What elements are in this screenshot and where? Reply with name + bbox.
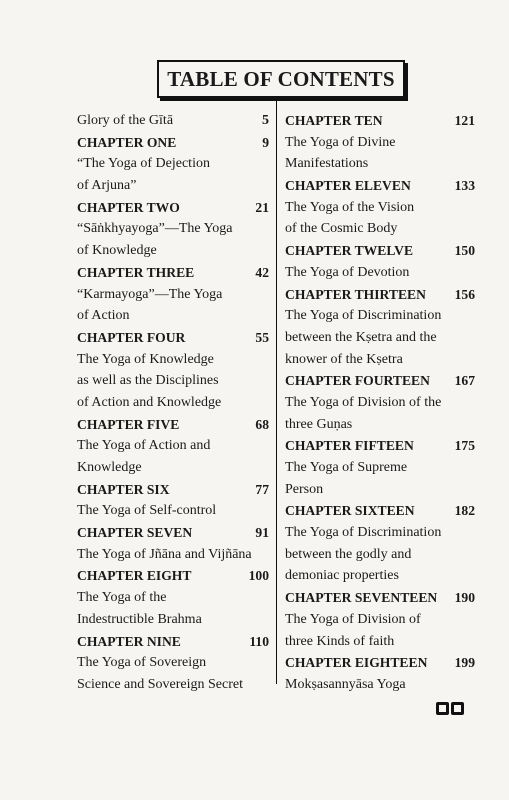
toc-page-number: 199	[454, 655, 475, 671]
toc-description-line	[285, 197, 475, 219]
toc-description-line	[285, 218, 475, 240]
toc-chapter-entry	[77, 479, 269, 501]
toc-page-number: 9	[262, 134, 269, 150]
toc-description-line	[77, 652, 269, 674]
toc-chapter-entry	[285, 500, 475, 522]
end-ornament-icon	[436, 702, 464, 715]
toc-page-number: 175	[454, 438, 475, 454]
toc-entry-text: knower of the Kṣetra	[285, 351, 403, 367]
toc-entry-text: “The Yoga of Dejection	[77, 156, 210, 172]
toc-description-line	[77, 218, 269, 240]
toc-entry-text: Knowledge	[77, 460, 142, 475]
toc-entry-text: CHAPTER SEVENTEEN	[285, 590, 438, 606]
toc-entry-text: CHAPTER TWO	[77, 199, 180, 215]
toc-chapter-entry	[77, 327, 269, 349]
toc-chapter-entry	[77, 522, 269, 544]
toc-description-line	[77, 435, 269, 457]
toc-entry-text: The Yoga of the	[77, 590, 167, 606]
toc-entry-text: “Karmayoga”—The Yoga	[77, 286, 223, 302]
toc-entry-text: “Sāṅkhyayoga”—The Yoga	[77, 221, 233, 237]
toc-description-line	[77, 544, 269, 566]
toc-entry-text: The Yoga of Discrimination	[285, 308, 442, 324]
toc-entry-text: CHAPTER FOUR	[77, 329, 186, 345]
toc-entry-text: CHAPTER SIXTEEN	[285, 503, 415, 519]
toc-entry-text: CHAPTER EIGHT	[77, 568, 192, 584]
toc-chapter-entry	[77, 132, 269, 154]
toc-page-number: 55	[255, 329, 269, 345]
toc-entry-text: Glory of the Gītā	[77, 113, 174, 128]
toc-page-number: 77	[255, 481, 269, 497]
toc-chapter-entry	[285, 370, 475, 392]
column-divider	[276, 99, 277, 684]
toc-description-line	[77, 349, 269, 371]
toc-chapter-entry	[285, 435, 475, 457]
toc-description-line	[285, 674, 475, 696]
toc-entry-text: between the Kṣetra and the	[285, 329, 437, 345]
toc-left-column	[77, 110, 269, 696]
toc-chapter-entry	[285, 240, 475, 262]
toc-page-number: 68	[255, 416, 269, 432]
toc-entry-text: of Action and Knowledge	[77, 394, 222, 410]
toc-description-line	[285, 392, 475, 414]
toc-entry-text: of Arjuna”	[77, 178, 137, 194]
toc-page-number: 167	[454, 373, 475, 389]
toc-entry-text: The Yoga of Jñāna and Vijñāna	[77, 546, 252, 562]
toc-entry-text: The Yoga of Knowledge	[77, 351, 214, 367]
toc-entry-text: of Action	[77, 308, 130, 324]
toc-chapter-entry	[285, 175, 475, 197]
toc-chapter-entry	[77, 414, 269, 436]
toc-page-number: 5	[262, 113, 269, 128]
toc-page-number: 110	[249, 633, 269, 649]
toc-entry-text: Science and Sovereign Secret	[77, 676, 243, 692]
toc-description-line	[285, 349, 475, 371]
toc-entry-text: CHAPTER ELEVEN	[285, 178, 411, 194]
toc-description-line	[77, 305, 269, 327]
toc-page-number: 21	[255, 199, 269, 215]
toc-description-line	[285, 609, 475, 631]
toc-description-line	[77, 609, 269, 631]
toc-chapter-entry	[77, 631, 269, 653]
toc-entry-text: CHAPTER NINE	[77, 633, 181, 649]
toc-entry-text: The Yoga of Supreme	[285, 460, 408, 475]
toc-page-number: 121	[454, 113, 475, 128]
toc-page-number: 91	[255, 525, 269, 541]
toc-page-number: 150	[454, 243, 475, 259]
toc-entry-text: CHAPTER SEVEN	[77, 525, 193, 541]
toc-entry-text: CHAPTER EIGHTEEN	[285, 655, 428, 671]
toc-description-line	[285, 522, 475, 544]
toc-description-line	[285, 565, 475, 587]
toc-chapter-entry	[285, 284, 475, 306]
toc-description-line	[285, 327, 475, 349]
toc-description-line	[285, 631, 475, 653]
toc-chapter-entry	[285, 587, 475, 609]
toc-chapter-entry	[77, 262, 269, 284]
toc-entry-text: Manifestations	[285, 156, 369, 172]
toc-entry-text: three Guṇas	[285, 416, 353, 432]
toc-entry-text: three Kinds of faith	[285, 633, 395, 649]
toc-entry-text: Person	[285, 481, 324, 497]
toc-entry-text: between the godly and	[285, 546, 412, 562]
toc-description-line	[77, 392, 269, 414]
toc-entry-text: The Yoga of Devotion	[285, 264, 410, 280]
toc-description-line	[77, 587, 269, 609]
toc-description-line	[285, 544, 475, 566]
toc-description-line	[285, 457, 475, 479]
toc-entry-text: The Yoga of Divine	[285, 134, 396, 150]
toc-entry-text: The Yoga of Division of the	[285, 394, 442, 410]
toc-chapter-entry	[77, 565, 269, 587]
toc-entry-text: CHAPTER ONE	[77, 134, 177, 150]
toc-description-line	[285, 132, 475, 154]
toc-entry-text: CHAPTER THIRTEEN	[285, 286, 426, 302]
toc-entry-text: CHAPTER TWELVE	[285, 243, 414, 259]
toc-description-line	[77, 674, 269, 696]
toc-entry-text: The Yoga of the Vision	[285, 199, 415, 215]
toc-description-line	[77, 110, 269, 132]
toc-description-line	[285, 153, 475, 175]
toc-entry-text: The Yoga of Action and	[77, 438, 211, 454]
toc-entry-text: The Yoga of Division of	[285, 611, 421, 627]
toc-description-line	[285, 414, 475, 436]
toc-entry-text: CHAPTER FOURTEEN	[285, 373, 430, 389]
toc-entry-text: CHAPTER FIFTEEN	[285, 438, 414, 454]
toc-page-number: 133	[454, 178, 475, 194]
toc-description-line	[285, 262, 475, 284]
toc-entry-text: CHAPTER SIX	[77, 481, 170, 497]
toc-page-number: 190	[454, 590, 475, 606]
toc-description-line	[77, 240, 269, 262]
toc-description-line	[77, 175, 269, 197]
toc-page-number: 156	[454, 286, 475, 302]
page-title: TABLE OF CONTENTS	[157, 60, 405, 98]
toc-entry-text: CHAPTER TEN	[285, 113, 383, 128]
toc-description-line	[285, 305, 475, 327]
toc-page-number: 182	[454, 503, 475, 519]
toc-description-line	[77, 457, 269, 479]
toc-chapter-entry	[285, 652, 475, 674]
toc-description-line	[285, 479, 475, 501]
toc-chapter-entry	[77, 197, 269, 219]
toc-page-number: 100	[248, 568, 269, 584]
toc-entry-text: The Yoga of Self-control	[77, 503, 217, 519]
toc-chapter-entry	[285, 110, 475, 132]
toc-entry-text: The Yoga of Discrimination	[285, 525, 442, 541]
toc-entry-text: demoniac properties	[285, 568, 399, 584]
toc-right-column	[285, 110, 475, 696]
toc-entry-text: Indestructible Brahma	[77, 611, 202, 627]
toc-description-line	[77, 284, 269, 306]
toc-description-line	[77, 500, 269, 522]
toc-page-number: 42	[255, 264, 269, 280]
toc-description-line	[77, 153, 269, 175]
toc-entry-text: of the Cosmic Body	[285, 221, 398, 237]
toc-entry-text: as well as the Disciplines	[77, 373, 219, 389]
toc-entry-text: CHAPTER THREE	[77, 264, 195, 280]
toc-entry-text: Mokṣasannyāsa Yoga	[285, 676, 406, 692]
toc-entry-text: of Knowledge	[77, 243, 157, 259]
toc-entry-text: The Yoga of Sovereign	[77, 655, 207, 671]
toc-entry-text: CHAPTER FIVE	[77, 416, 180, 432]
toc-description-line	[77, 370, 269, 392]
